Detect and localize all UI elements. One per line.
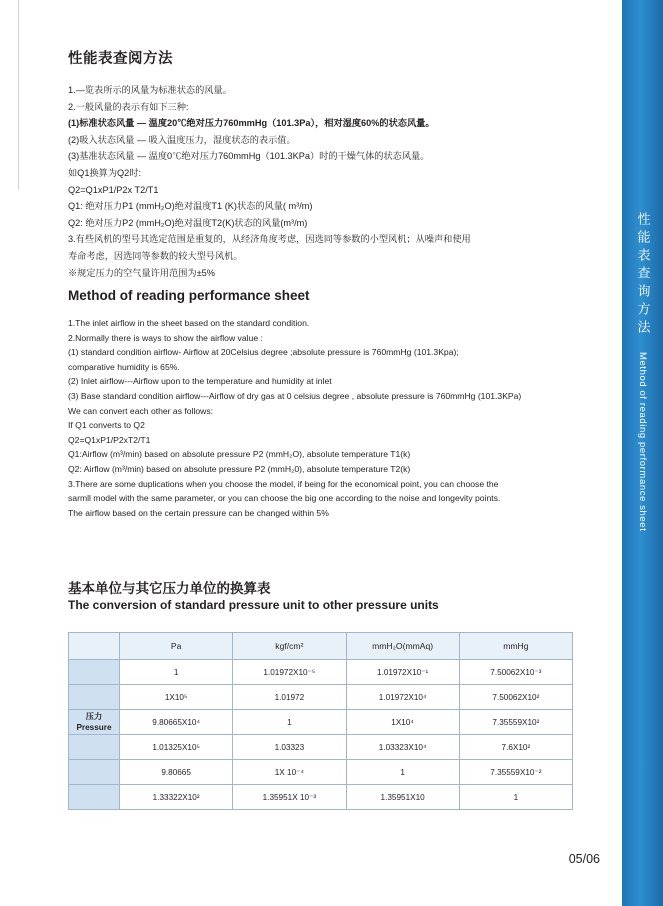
table-cell: 1X10⁵	[120, 685, 233, 710]
table-cell: 1X10⁴	[346, 710, 459, 735]
en-line: Q1:Airflow (m³/min) based on absolute pressure P2 (mmH₂O), absolute temperature T1(k)	[68, 449, 411, 460]
en-line: (1) standard condition airflow- Airflow at 20Celsius degree ;absolute pressure is 760mmHg (101.3Kpa);	[68, 347, 459, 358]
table-cell: 9.80665X10⁴	[120, 710, 233, 735]
en-line: If Q1 converts to Q2	[68, 420, 145, 431]
page-title-en: Method of reading performance sheet	[68, 288, 310, 303]
table-cell: 1	[120, 660, 233, 685]
cn-line: ※规定压力的空气量许用范围为±5%	[68, 267, 215, 278]
table-row	[69, 685, 573, 710]
row-label-en: Pressure	[76, 723, 112, 732]
table-cell: 1.01972X10⁴	[346, 685, 459, 710]
table-row	[69, 735, 573, 760]
cn-line: 1.—览表所示的风量为标准状态的风量。	[68, 85, 232, 95]
table-cell: 1.01325X10⁵	[120, 735, 233, 760]
en-line: Q2: Airflow (m³/min) based on absolute pressure P2 (mmH₂0), absolute temperature T2(k)	[68, 463, 411, 474]
table-cell: 1.03323	[233, 735, 346, 760]
table-row-label-blank-4	[69, 760, 120, 785]
table-cell: 1.01972	[233, 685, 346, 710]
cn-line: (2)吸入状态风量 — 吸入温度压力，湿度状态的表示值。	[68, 134, 296, 145]
side-tab-title-cn: 性能表查询方法	[635, 212, 651, 338]
page-number: 05/06	[568, 852, 600, 866]
table-cell: 7.35559X10²	[459, 710, 572, 735]
table-row-label-blank-3	[69, 735, 120, 760]
table-row	[69, 660, 573, 685]
table-row	[69, 710, 573, 735]
en-line: We can convert each other as follows:	[68, 405, 214, 416]
left-margin-rule	[18, 0, 19, 190]
conversion-title-en: The conversion of standard pressure unit to other pressure units	[68, 598, 439, 612]
cn-line: 2.一般风量的表示有如下三种:	[68, 101, 189, 112]
table-cell: 9.80665	[120, 760, 233, 785]
cn-line: 如Q1换算为Q2时:	[68, 167, 142, 178]
en-line: 1.The inlet airflow in the sheet based on the standard condition.	[68, 318, 310, 328]
table-cell: 1.01972X10⁻⁵	[233, 660, 346, 685]
table-header-mmhg: mmHg	[459, 633, 572, 660]
cn-line: Q1: 绝对压力P1 (mmH₂O)绝对温度T1 (K)状态的风量( m³/m)	[68, 201, 313, 212]
cn-line: Q2: 绝对压力P2 (mmH₂O)绝对温度T2(K)状态的风量(m³/m)	[68, 217, 308, 228]
conversion-title-cn: 基本单位与其它压力单位的换算表	[68, 581, 271, 596]
en-line: comparative humidity is 65%.	[68, 361, 180, 372]
table-cell: 1.01972X10⁻¹	[346, 660, 459, 685]
cn-line: (1)标准状态风量 — 温度20℃绝对压力760mmHg（101.3Pa），相对湿度60%的状态风量。	[68, 118, 435, 129]
cn-body-text	[68, 82, 548, 281]
table-header-mmh2o: mmH₂O(mmAq)	[346, 633, 459, 660]
table-cell: 7.50062X10²	[459, 685, 572, 710]
table-row	[69, 760, 573, 785]
en-line: Q2=Q1xP1/P2xT2/T1	[68, 434, 151, 445]
table-cell: 7.6X10²	[459, 735, 572, 760]
side-tab-title-en: Method of reading performance sheet	[637, 352, 648, 532]
table-cell: 1.35951X10	[346, 785, 459, 810]
page-title-cn: 性能表查阅方法	[68, 51, 173, 67]
cn-line: Q2=Q1xP1/P2x T2/T1	[68, 184, 159, 195]
cn-line: 寿命考虑，因选同等参数的较大型号风机。	[68, 250, 243, 261]
row-label-cn: 压力	[85, 712, 103, 721]
cn-line: 3.有些风机的型号其选定范围是重复的，从经济角度考虑，因选同等参数的小型风机；从噪声和使用	[68, 234, 471, 245]
cn-line: (3)基准状态风量 — 温度0℃绝对压力760mmHg（101.3KPa）时的干燥气体的状态风量。	[68, 151, 430, 162]
table-cell: 1	[459, 785, 572, 810]
table-row-label-blank-2	[69, 685, 120, 710]
conversion-table	[68, 632, 573, 810]
table-row	[69, 785, 573, 810]
en-line: 2.Normally there is ways to show the airflow value :	[68, 332, 263, 343]
en-line: The airflow based on the certain pressure can be changed within 5%	[68, 507, 329, 518]
table-header-kgfcm2: kgf/cm²	[233, 633, 346, 660]
en-line: sarmll model with the same parameter, or you can choose the big one according to the noise and longevity points.	[68, 493, 501, 504]
right-side-tab	[622, 0, 663, 906]
conversion-table-wrapper	[68, 632, 573, 810]
table-row-label-pressure	[69, 710, 120, 735]
side-tab-text-group	[622, 212, 663, 531]
en-line: (2) Inlet airflow---Airflow upon to the temperature and humidity at inlet	[68, 376, 332, 387]
table-header-corner	[69, 633, 120, 660]
table-cell: 1.35951X 10⁻³	[233, 785, 346, 810]
table-cell: 1.33322X10²	[120, 785, 233, 810]
table-cell: 1	[346, 760, 459, 785]
table-cell: 1X 10⁻⁴	[233, 760, 346, 785]
table-header-pa: Pa	[120, 633, 233, 660]
en-line: 3.There are some duplications when you choose the model, if being for the economical point, you can choose the	[68, 478, 499, 489]
table-row-label-blank-5	[69, 785, 120, 810]
en-line: (3) Base standard condition airflow---Airflow of dry gas at 0 celsius degree , absolute pressure is 760mmHg (101.3KPa)	[68, 390, 522, 401]
table-cell: 1.03323X10⁴	[346, 735, 459, 760]
table-cell: 1	[233, 710, 346, 735]
en-body-text	[68, 316, 540, 520]
table-header-row	[69, 633, 573, 660]
table-cell: 7.35559X10⁻²	[459, 760, 572, 785]
table-cell: 7.50062X10⁻³	[459, 660, 572, 685]
table-row-label-blank-1	[69, 660, 120, 685]
